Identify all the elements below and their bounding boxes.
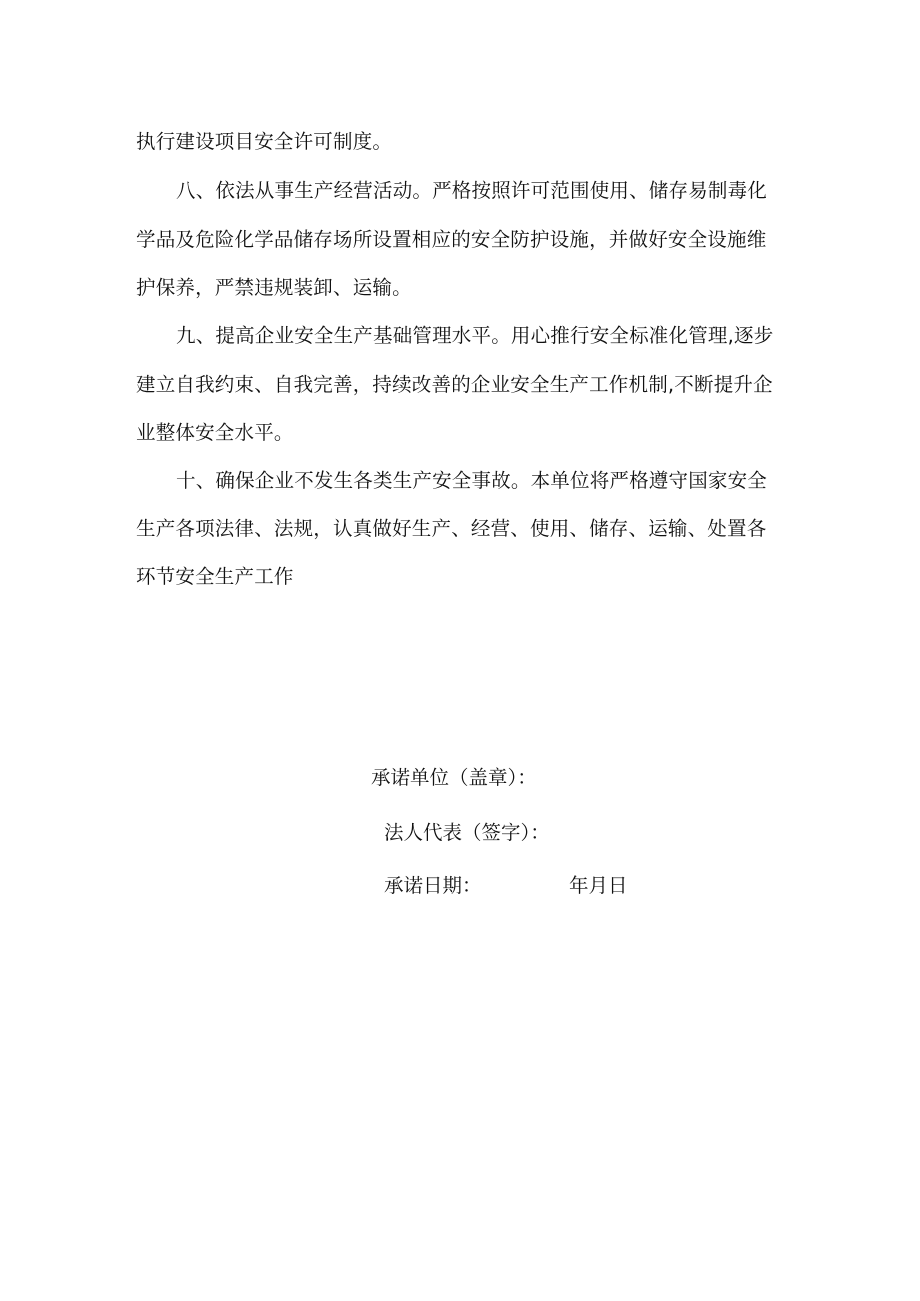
paragraph-line: 执行建设项目安全许可制度。 <box>136 130 393 153</box>
paragraph-line: 生产各项法律、法规，认真做好生产、经营、使用、储存、运输、处置各 <box>136 517 767 540</box>
paragraph-line: 建立自我约束、自我完善，持续改善的企业安全生产工作机制,不断提升企 <box>136 373 773 396</box>
commitment-date-value: 年月日 <box>569 874 628 897</box>
paragraph-line: 护保养，严禁违规装卸、运输。 <box>136 276 412 299</box>
commitment-date-label: 承诺日期： <box>384 874 482 897</box>
commitment-unit-label: 承诺单位（盖章）： <box>371 766 537 789</box>
paragraph-line: 学品及危险化学品储存场所设置相应的安全防护设施，并做好安全设施维 <box>136 228 767 251</box>
paragraph-line: 十、确保企业不发生各类生产安全事故。本单位将严格遵守国家安全 <box>176 469 768 492</box>
legal-representative-label: 法人代表（签字）： <box>384 821 550 844</box>
paragraph-line: 九、提高企业安全生产基础管理水平。用心推行安全标准化管理,逐步 <box>176 324 774 347</box>
paragraph-line: 环节安全生产工作 <box>136 565 294 588</box>
paragraph-line: 业整体安全水平。 <box>136 421 294 444</box>
paragraph-line: 八、依法从事生产经营活动。严格按照许可范围使用、储存易制毒化 <box>176 179 768 202</box>
